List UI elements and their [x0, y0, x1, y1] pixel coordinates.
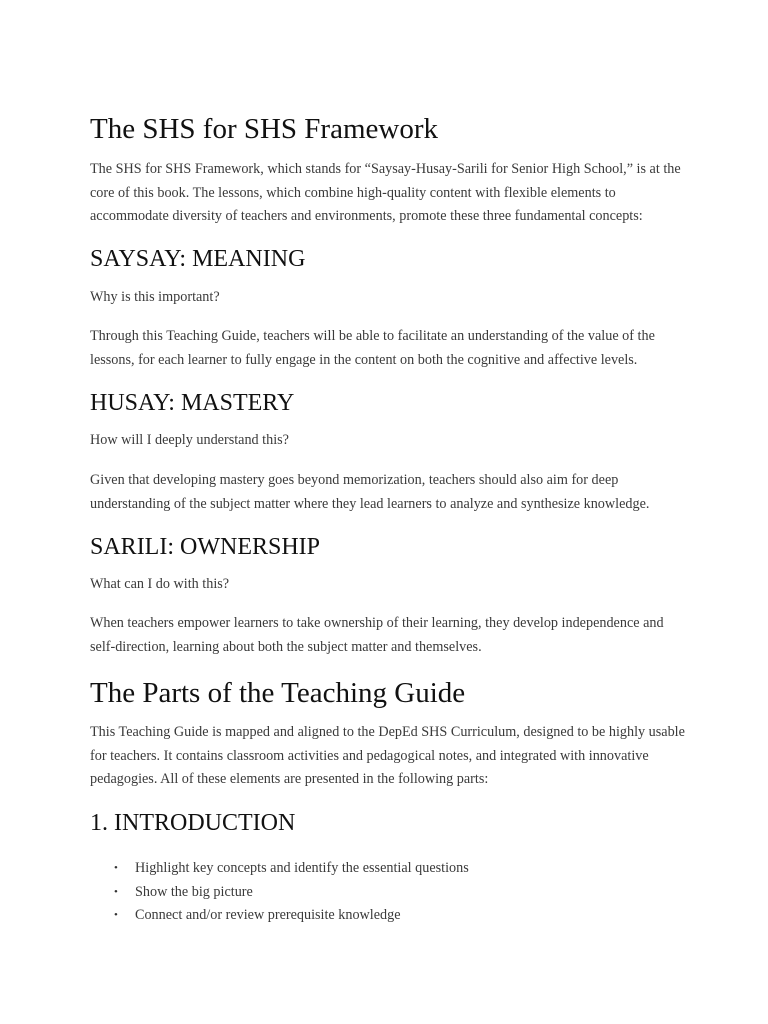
sarili-question: What can I do with this? — [90, 576, 230, 592]
husay-heading: HUSAY: MASTERY — [90, 390, 295, 416]
sarili-body: When teachers empower learners to take ownership of their learning, they develop independence and self-direction, learning about both the subject matter and themselves. — [90, 615, 664, 655]
list-item-text: Highlight key concepts and identify the essential questions — [135, 860, 469, 876]
list-item-text: Connect and/or review prerequisite knowledge — [135, 907, 401, 923]
husay-question: How will I deeply understand this? — [90, 432, 289, 448]
bullet-icon: • — [114, 862, 118, 874]
saysay-question: Why is this important? — [90, 289, 220, 305]
sarili-heading: SARILI: OWNERSHIP — [90, 534, 321, 560]
framework-intro: The SHS for SHS Framework, which stands for “Saysay-Husay-Sarili for Senior High School,” is at the core of this book. The lessons, which combine high-quality content with flexible elements to accommodate diversity of teachers and environments, promote these three fundamental concepts: — [90, 161, 681, 224]
introduction-list — [90, 857, 690, 928]
saysay-body: Through this Teaching Guide, teachers will be able to facilitate an understanding of the value of the lessons, for each learner to fully engage in the content on both the cognitive and affective levels. — [90, 328, 655, 368]
saysay-heading: SAYSAY: MEANING — [90, 246, 306, 272]
husay-body: Given that developing mastery goes beyond memorization, teachers should also aim for deep understanding of the subject matter where they lead learners to analyze and synthesize knowledge. — [90, 472, 650, 512]
introduction-heading: 1. INTRODUCTION — [90, 810, 296, 836]
list-item-text: Show the big picture — [135, 883, 253, 900]
list-item — [90, 881, 690, 905]
bullet-icon: • — [114, 909, 118, 921]
framework-title: The SHS for SHS Framework — [90, 113, 438, 145]
parts-title: The Parts of the Teaching Guide — [90, 677, 466, 709]
list-item — [90, 904, 690, 928]
parts-intro: This Teaching Guide is mapped and aligned to the DepEd SHS Curriculum, designed to be highly usable for teachers. It contains classroom activities and pedagogical notes, and integrated with innovative pedagogies. All of these elements are presented in the following parts: — [90, 724, 685, 787]
list-item — [90, 857, 690, 881]
bullet-icon: • — [114, 885, 118, 898]
